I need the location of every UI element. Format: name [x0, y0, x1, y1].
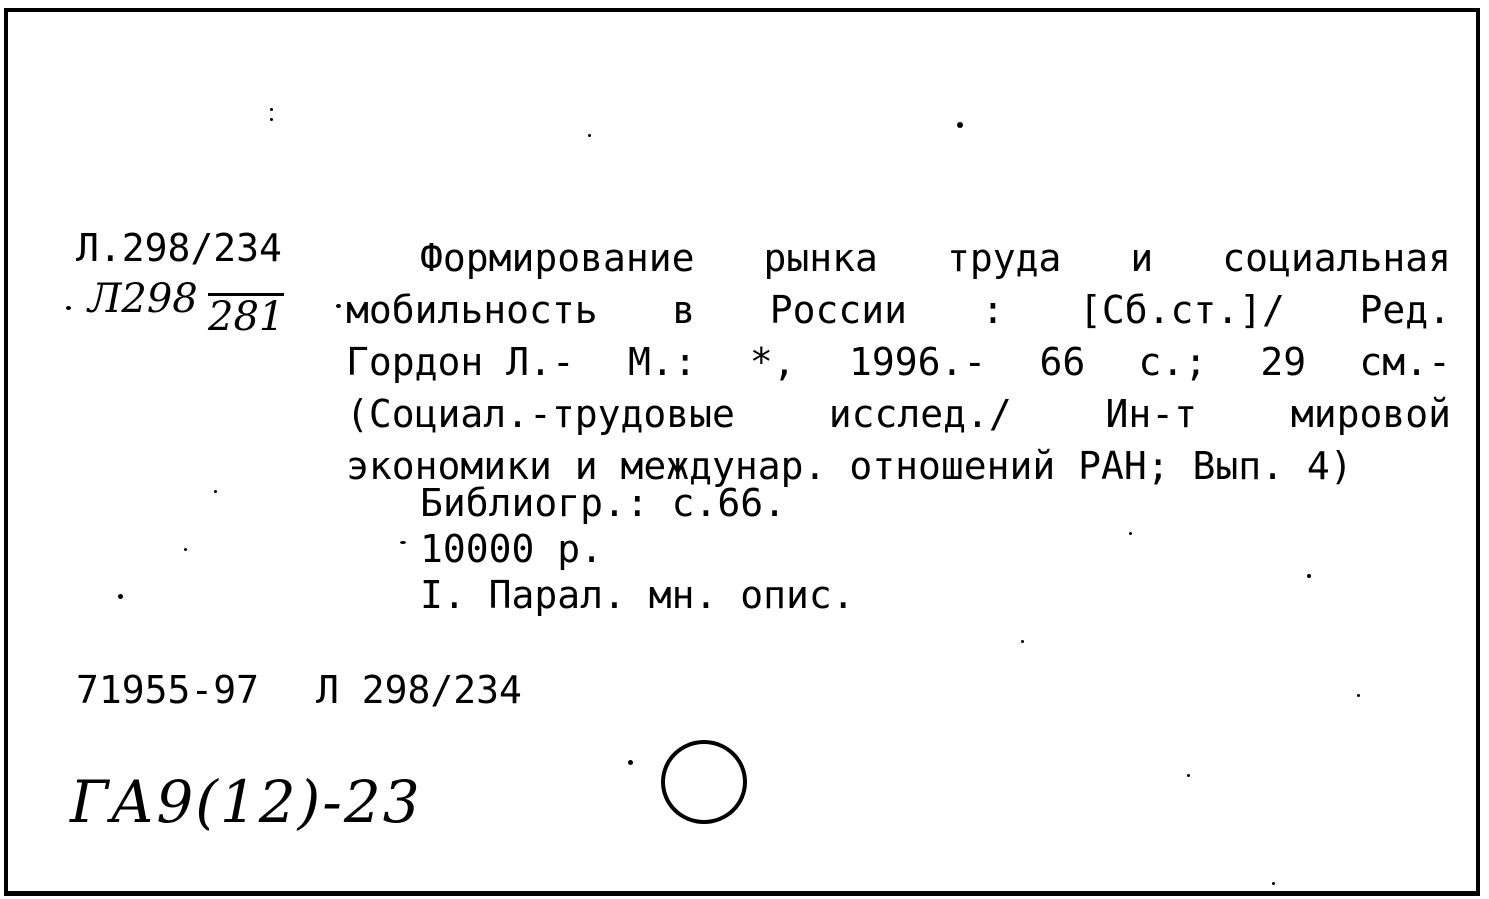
speck	[1357, 694, 1360, 697]
description-block	[346, 232, 1451, 492]
word: (Социал.-трудовые	[346, 392, 735, 436]
speck	[1272, 882, 1275, 885]
parallel-description-note: I. Парал. мн. опис.	[420, 573, 855, 617]
word: 66	[1039, 340, 1086, 384]
speck	[270, 118, 273, 121]
handwritten-call-number: Л298	[88, 276, 198, 322]
word: труда	[946, 236, 1062, 280]
description-line	[346, 232, 1451, 284]
speck	[628, 760, 633, 765]
speck	[1021, 640, 1024, 643]
bottom-call-number: Л 298/234	[316, 668, 522, 712]
word: Гордон Л.-	[346, 340, 575, 384]
speck	[184, 548, 187, 551]
speck	[400, 541, 406, 544]
speck	[1307, 574, 1311, 578]
price-note: 10000 р.	[420, 527, 604, 571]
word: и	[1130, 236, 1154, 280]
word: рынка	[763, 236, 878, 280]
word: :	[981, 288, 1005, 332]
word: Ин-т	[1105, 392, 1198, 436]
handwritten-shelf-mark: ГА9(12)-23	[70, 768, 422, 836]
speck	[1129, 532, 1132, 535]
word: М.:	[628, 340, 697, 384]
speck	[270, 108, 273, 111]
punch-hole	[661, 740, 747, 824]
word: с.;	[1138, 340, 1208, 384]
inventory-number: 71955-97	[76, 668, 260, 712]
word: см.-	[1359, 340, 1451, 384]
word: Формирование	[420, 236, 695, 280]
description-last-line: экономики и междунар. отношений РАН; Вып. 4)	[346, 444, 1353, 488]
speck	[118, 594, 123, 599]
word: *,	[749, 340, 796, 384]
notes-block	[420, 480, 855, 618]
word: [Сб.ст.]/	[1078, 288, 1285, 332]
word: в	[672, 288, 696, 332]
description-line	[346, 284, 1451, 336]
speck	[336, 304, 341, 308]
word: мобильность	[346, 288, 598, 332]
description-line	[346, 336, 1451, 388]
bibliography-note: Библиогр.: с.66.	[420, 481, 787, 525]
word: России	[769, 288, 907, 332]
speck	[66, 306, 71, 310]
speck	[588, 134, 591, 137]
speck	[214, 490, 217, 493]
word: исслед./	[828, 392, 1012, 436]
word: мировой	[1290, 392, 1451, 436]
description-line	[346, 388, 1451, 440]
speck	[1187, 774, 1190, 777]
word: Ред.	[1359, 288, 1451, 332]
word: социальная	[1222, 236, 1451, 280]
speck	[957, 122, 963, 128]
handwritten-suffix: 281	[208, 294, 285, 340]
word: 1996.-	[848, 340, 987, 384]
call-number: Л.298/234	[76, 226, 282, 270]
word: 29	[1260, 340, 1307, 384]
